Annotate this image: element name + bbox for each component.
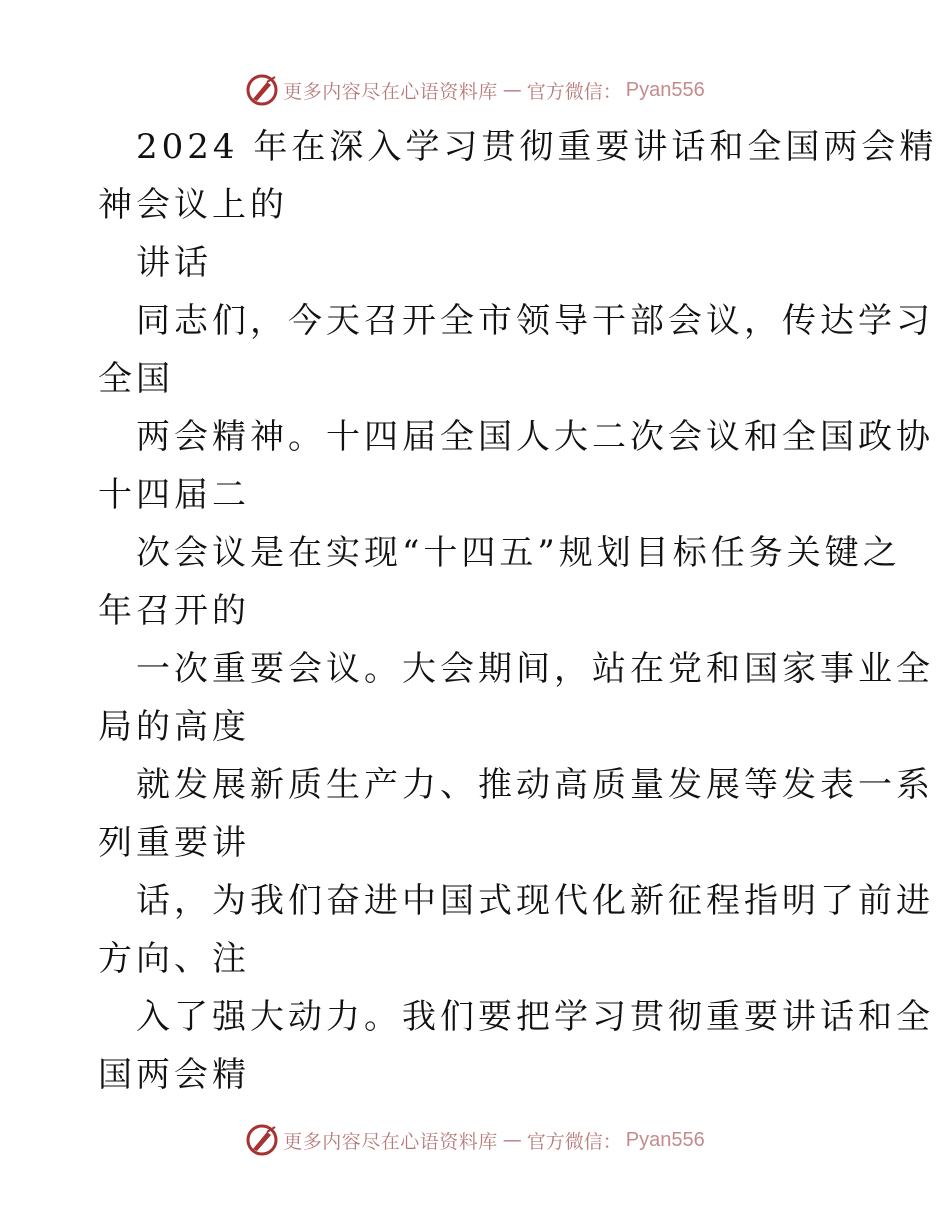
body-line: 就发展新质生产力、推动高质量发展等发表一系 [136, 765, 934, 805]
document-body [98, 118, 938, 1104]
document-title-line-1: 2024 年在深入学习贯彻重要讲话和全国两会精 [136, 127, 938, 167]
body-line: 次会议是在实现“十四五”规划目标任务关键之 [136, 533, 901, 573]
quill-pen-circle-icon [245, 73, 279, 107]
body-line: 列重要讲 [98, 823, 250, 863]
body-line: 国两会精 [98, 1055, 250, 1095]
watermark-content [245, 1123, 705, 1157]
watermark-text: 更多内容尽在心语资料库 [283, 1130, 498, 1153]
watermark-official-label: 官方微信： [526, 1130, 622, 1153]
body-line: 话，为我们奋进中国式现代化新征程指明了前进 [136, 881, 934, 921]
watermark-official-label: 官方微信： [526, 80, 622, 103]
body-line: 十四届二 [98, 475, 250, 515]
body-line: 全国 [98, 359, 174, 399]
bottom-watermark-banner [0, 1120, 950, 1160]
body-line: 一次重要会议。大会期间，站在党和国家事业全 [136, 649, 934, 689]
document-title-line-2: 神会议上的 [98, 185, 288, 225]
top-watermark-banner [0, 70, 950, 110]
body-line: 局的高度 [98, 707, 250, 747]
watermark-wechat-id: Pyan556 [625, 1128, 705, 1151]
document-subtitle: 讲话 [136, 243, 212, 283]
watermark-separator: — [502, 79, 522, 101]
watermark-wechat-id: Pyan556 [625, 78, 705, 101]
body-line: 入了强大动力。我们要把学习贯彻重要讲话和全 [136, 997, 934, 1037]
watermark-content [245, 73, 705, 107]
body-line: 年召开的 [98, 591, 250, 631]
quill-pen-circle-icon [245, 1123, 279, 1157]
body-line: 同志们，今天召开全市领导干部会议，传达学习 [136, 301, 934, 341]
watermark-text: 更多内容尽在心语资料库 [283, 80, 498, 103]
body-line: 两会精神。十四届全国人大二次会议和全国政协 [136, 417, 934, 457]
watermark-separator: — [502, 1129, 522, 1151]
body-line: 方向、注 [98, 939, 250, 979]
